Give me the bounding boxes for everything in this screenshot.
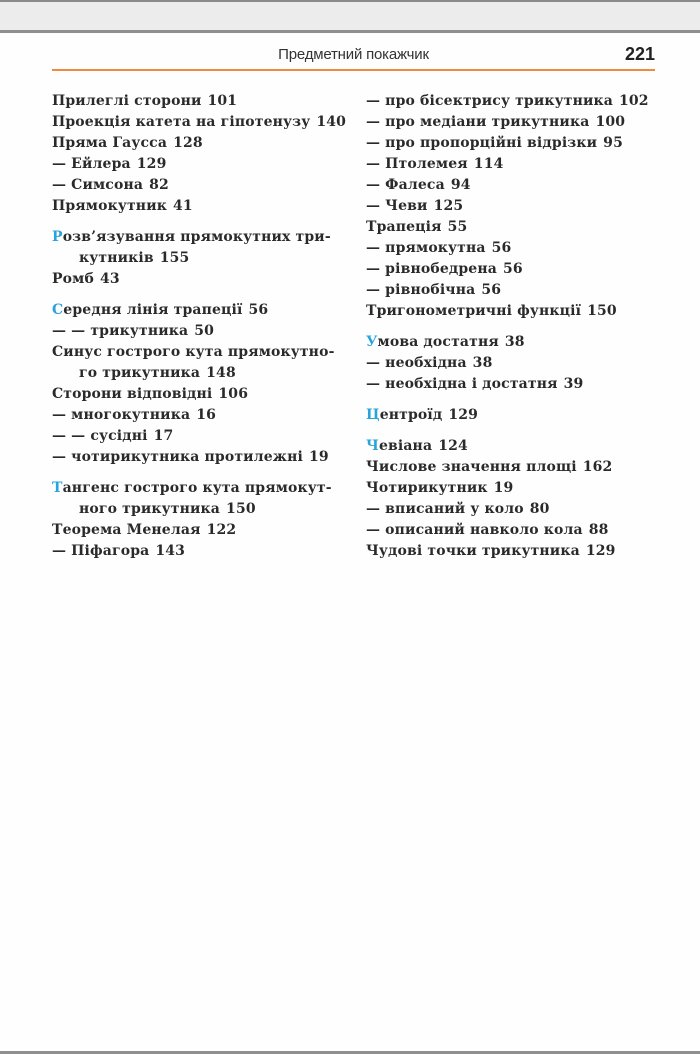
running-head: [52, 45, 655, 71]
index-page-ref: 129: [585, 543, 616, 559]
index-page-ref: 148: [206, 365, 236, 381]
index-entry: [366, 133, 666, 154]
index-page-ref: 100: [595, 114, 626, 130]
index-entry: [366, 478, 666, 499]
index-term: Сторони відповідні: [52, 386, 213, 402]
index-term: — про медіани трикутника: [366, 114, 590, 130]
index-term: Синус гострого кута прямокутно-: [52, 344, 335, 360]
index-term: Теорема Менелая: [52, 522, 201, 538]
index-page-ref: 56: [491, 240, 512, 256]
index-entry: [366, 541, 666, 562]
index-term: Прилеглі сторони: [52, 93, 202, 109]
index-term: — Птолемея: [366, 156, 468, 172]
index-page-ref: 125: [433, 198, 464, 214]
index-entry: [52, 478, 357, 499]
index-term: Чудові точки трикутника: [366, 543, 580, 559]
index-term: — описаний навколо кола: [366, 522, 583, 538]
index-term: Прямокутник: [52, 198, 167, 214]
index-page-ref: 16: [196, 407, 216, 423]
index-page-ref: 143: [155, 543, 186, 559]
index-term: — прямокутна: [366, 240, 486, 256]
index-term: — рівнобедрена: [366, 261, 497, 277]
index-term: Трапеція: [366, 219, 442, 235]
index-page-ref: 56: [248, 302, 269, 318]
index-term: Проекція катета на гіпотенузу: [52, 114, 311, 130]
section-initial-letter: Ц: [366, 407, 380, 423]
index-page-ref: 150: [587, 303, 617, 319]
index-term: — — сусідні: [52, 428, 148, 444]
index-page-ref: 102: [619, 93, 649, 109]
index-page-ref: 38: [504, 334, 525, 350]
index-entry: [366, 112, 666, 133]
index-term: — необхідна і достатня: [366, 376, 558, 392]
section-initial-letter: С: [52, 302, 64, 318]
index-entry: [52, 520, 357, 541]
index-entry: [366, 196, 666, 217]
section-initial-letter: Ч: [366, 438, 379, 454]
book-page: [0, 33, 700, 1051]
index-term: — чотирикутника протилежні: [52, 449, 303, 465]
index-page-ref: 150: [226, 501, 256, 517]
section-initial-letter: Р: [52, 229, 63, 245]
index-entry: [52, 248, 357, 269]
index-column-left: [52, 91, 357, 562]
index-entry: [52, 133, 357, 154]
index-page-ref: 55: [447, 219, 468, 235]
index-page-ref: 122: [206, 522, 237, 538]
index-page-ref: 19: [493, 480, 514, 496]
index-entry: [366, 238, 666, 259]
index-page-ref: 155: [159, 250, 190, 266]
index-term: — необхідна: [366, 355, 467, 371]
index-page-ref: 17: [153, 428, 174, 444]
index-term: ередня лінія трапеції: [63, 302, 243, 318]
index-page-ref: 114: [473, 156, 504, 172]
index-term: — про бісектрису трикутника: [366, 93, 613, 109]
index-column-right: [366, 91, 666, 562]
index-entry: [366, 217, 666, 238]
index-entry: [52, 541, 357, 562]
index-entry: [366, 91, 666, 112]
index-page-ref: 128: [173, 135, 203, 151]
index-term: Тригонометричні функції: [366, 303, 582, 319]
index-page-ref: 56: [481, 282, 502, 298]
index-entry: [52, 300, 357, 321]
index-page-ref: 140: [316, 114, 347, 130]
index-page-ref: 95: [603, 135, 623, 151]
index-term: — — трикутника: [52, 323, 189, 339]
index-page-ref: 162: [582, 459, 613, 475]
index-page-ref: 129: [448, 407, 479, 423]
index-term: — Ейлера: [52, 156, 131, 172]
index-entry: [52, 321, 357, 342]
index-page-ref: 129: [136, 156, 167, 172]
index-term: — вписаний у коло: [366, 501, 524, 517]
index-page-ref: 106: [218, 386, 249, 402]
index-term: — многокутника: [52, 407, 191, 423]
index-page-ref: 88: [588, 522, 609, 538]
section-initial-letter: У: [366, 334, 378, 350]
index-term: Ромб: [52, 271, 94, 287]
index-term: кутників: [79, 250, 154, 266]
index-entry: [52, 426, 357, 447]
index-entry: [366, 259, 666, 280]
index-term: — про пропорційні відрізки: [366, 135, 598, 151]
index-term: — Чеви: [366, 198, 428, 214]
index-term: — рівнобічна: [366, 282, 476, 298]
index-entry: [52, 342, 357, 363]
index-term: — Піфагора: [52, 543, 150, 559]
index-term: мова достатня: [377, 334, 499, 350]
index-entry: [366, 499, 666, 520]
index-term: — Фалеса: [366, 177, 445, 193]
index-entry: [366, 374, 666, 395]
index-entry: [52, 91, 357, 112]
index-page-ref: 80: [529, 501, 550, 517]
index-entry: [52, 405, 357, 426]
index-page-ref: 38: [472, 355, 493, 371]
index-page-ref: 101: [207, 93, 238, 109]
viewer-top-bar: [0, 0, 700, 33]
index-entry: [366, 154, 666, 175]
index-entry: [366, 457, 666, 478]
index-entry: [52, 384, 357, 405]
index-term: Чотирикутник: [366, 480, 488, 496]
index-page-ref: 41: [173, 198, 193, 214]
index-term: Пряма Гаусса: [52, 135, 168, 151]
index-entry: [52, 363, 357, 384]
index-term: ангенс гострого кута прямокут-: [62, 480, 332, 496]
running-title: Предметний покажчик: [278, 46, 429, 63]
index-entry: [52, 175, 357, 196]
index-entry: [366, 175, 666, 196]
index-entry: [366, 436, 666, 457]
index-entry: [52, 196, 357, 217]
index-page-ref: 56: [503, 261, 523, 277]
index-entry: [52, 447, 357, 468]
index-entry: [52, 499, 357, 520]
page-number: 221: [624, 44, 655, 64]
index-entry: [52, 269, 357, 290]
index-term: евіана: [378, 438, 433, 454]
index-entry: [366, 332, 666, 353]
index-page-ref: 50: [194, 323, 215, 339]
index-entry: [52, 112, 357, 133]
index-page-ref: 19: [308, 449, 329, 465]
index-term: — Симсона: [52, 177, 144, 193]
index-page-ref: 43: [99, 271, 120, 287]
index-term: го трикутника: [79, 365, 201, 381]
index-page-ref: 124: [438, 438, 468, 454]
index-page-ref: 94: [450, 177, 471, 193]
index-entry: [366, 353, 666, 374]
index-term: Числове значення площі: [366, 459, 577, 475]
index-entry: [366, 520, 666, 541]
index-page-ref: 82: [149, 177, 169, 193]
index-entry: [52, 227, 357, 248]
index-term: ного трикутника: [79, 501, 221, 517]
index-term: озв’язування прямокутних три-: [62, 229, 331, 245]
section-initial-letter: Т: [52, 480, 63, 496]
index-entry: [52, 154, 357, 175]
index-entry: [366, 405, 666, 426]
index-page-ref: 39: [563, 376, 584, 392]
index-term: ентроїд: [379, 407, 443, 423]
index-entry: [366, 301, 666, 322]
index-entry: [366, 280, 666, 301]
